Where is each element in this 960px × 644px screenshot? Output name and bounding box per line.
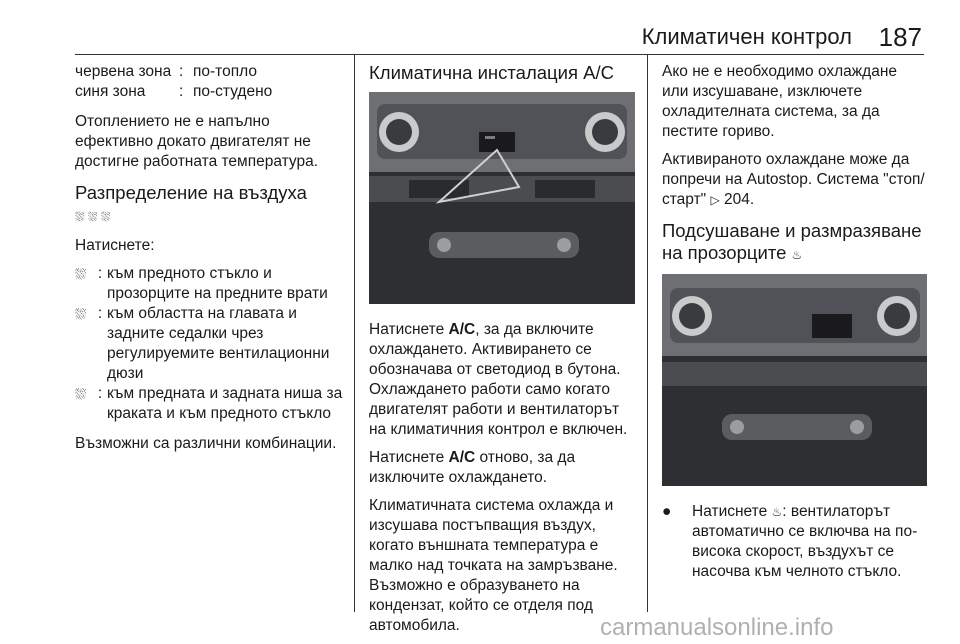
ac-panel-photo — [369, 92, 635, 304]
column-divider-2 — [647, 54, 648, 612]
air-distribution-icons: ⛆ ⛆ ⛆ — [75, 210, 111, 224]
zone-row-red — [75, 62, 345, 82]
autostop-ref: 204. — [724, 191, 755, 208]
defrost-bullet-post: : вентилаторът автоматично се включва на по-висока скорост, въздухът се насочва към челното стъкло. — [692, 503, 918, 580]
combinations-paragraph: Възможни са различни комбинации. — [75, 435, 337, 452]
defog-heading — [662, 220, 927, 266]
ac-off-paragraph — [369, 448, 635, 488]
autostop-paragraph — [662, 150, 927, 210]
defrost-bullet — [662, 502, 927, 582]
front-defrost-icon: ♨ — [791, 248, 803, 262]
ac-off-pre: Натиснете — [369, 449, 449, 466]
autostop-text: Активираното охлаждане може да попречи на Autostop. Система "стоп/старт" — [662, 151, 925, 208]
zone-val: по-студено — [193, 83, 273, 100]
column-1 — [75, 62, 345, 462]
windshield-person-icon: ⛆ — [75, 266, 87, 282]
zone-sep: : — [179, 63, 184, 80]
zone-val: по-топло — [193, 63, 257, 80]
bullet-dot: ● — [662, 503, 672, 520]
air-distribution-heading — [75, 182, 345, 228]
column-2 — [369, 62, 635, 644]
column-divider-1 — [354, 54, 355, 612]
defrost-bullet-text — [692, 502, 927, 582]
dist-sep: : — [97, 385, 103, 402]
dist-text: към областта на главата и задните седалки чрез регулируемите вентилационни дюзи — [107, 305, 330, 382]
ac-on-bold: A/C — [448, 321, 476, 338]
defrost-panel-photo — [662, 274, 927, 486]
air-distribution-heading-text: Разпределение на въздуха — [75, 182, 307, 203]
cooling-off-paragraph: Ако не е необходимо охлаждане или изсушаване, изключете охладителната система, за да пестите гориво. — [662, 63, 898, 140]
front-defrost-icon: ♨ — [771, 505, 783, 519]
ac-off-post: отново, за да изключите охлаждането. — [369, 449, 576, 486]
dist-sep: : — [97, 305, 103, 322]
page-header-title: Климатичен контрол — [641, 24, 852, 49]
ac-heading: Климатична инсталация A/C — [369, 62, 614, 83]
dist-text: към предната и задната ниша за краката и към предното стъкло — [107, 385, 343, 422]
dist-row-windshield — [75, 264, 345, 304]
zone-key: синя зона — [75, 83, 146, 100]
ac-on-paragraph — [369, 320, 635, 440]
dist-row-head — [75, 304, 345, 384]
defrost-bullet-pre: Натиснете — [692, 503, 772, 520]
heating-paragraph: Отоплението не е напълно ефективно докато двигателят не достигне работната температура. — [75, 113, 319, 170]
dist-row-feet — [75, 384, 345, 424]
ac-on-post: , за да включите охлаждането. Активирането се обозначава от светодиод в бутона. Охлаждането работи само когато двигателят работи и вентилаторът на климатичния контрол е включен. — [369, 321, 628, 438]
ac-function-paragraph: Климатичната система охлажда и изсушава постъпващия въздух, когато външната температура е малко над точката на замръзване. Възможно е образуването на кондензат, който се отделя под автомобила. — [369, 497, 618, 634]
dist-text: към предното стъкло и прозорците на предните врати — [107, 265, 328, 302]
press-label: Натиснете: — [75, 237, 155, 254]
feet-person-icon: ⛆ — [75, 386, 87, 402]
page-ref-arrow-icon: ▷ — [710, 193, 720, 207]
page-number: 187 — [878, 22, 922, 52]
head-person-icon: ⛆ — [75, 306, 87, 322]
watermark: carmanualsonline.info — [600, 614, 834, 641]
zone-row-blue — [75, 82, 345, 102]
defrost-button — [812, 314, 852, 338]
zone-sep: : — [179, 83, 184, 100]
dist-sep: : — [97, 265, 103, 282]
header-rule — [75, 54, 924, 55]
column-3 — [662, 62, 927, 582]
zone-key: червена зона — [75, 63, 172, 80]
defog-heading-text: Подсушаване и размразяване на прозорците — [662, 220, 922, 263]
ac-off-bold: A/C — [448, 449, 476, 466]
ac-on-pre: Натиснете — [369, 321, 449, 338]
